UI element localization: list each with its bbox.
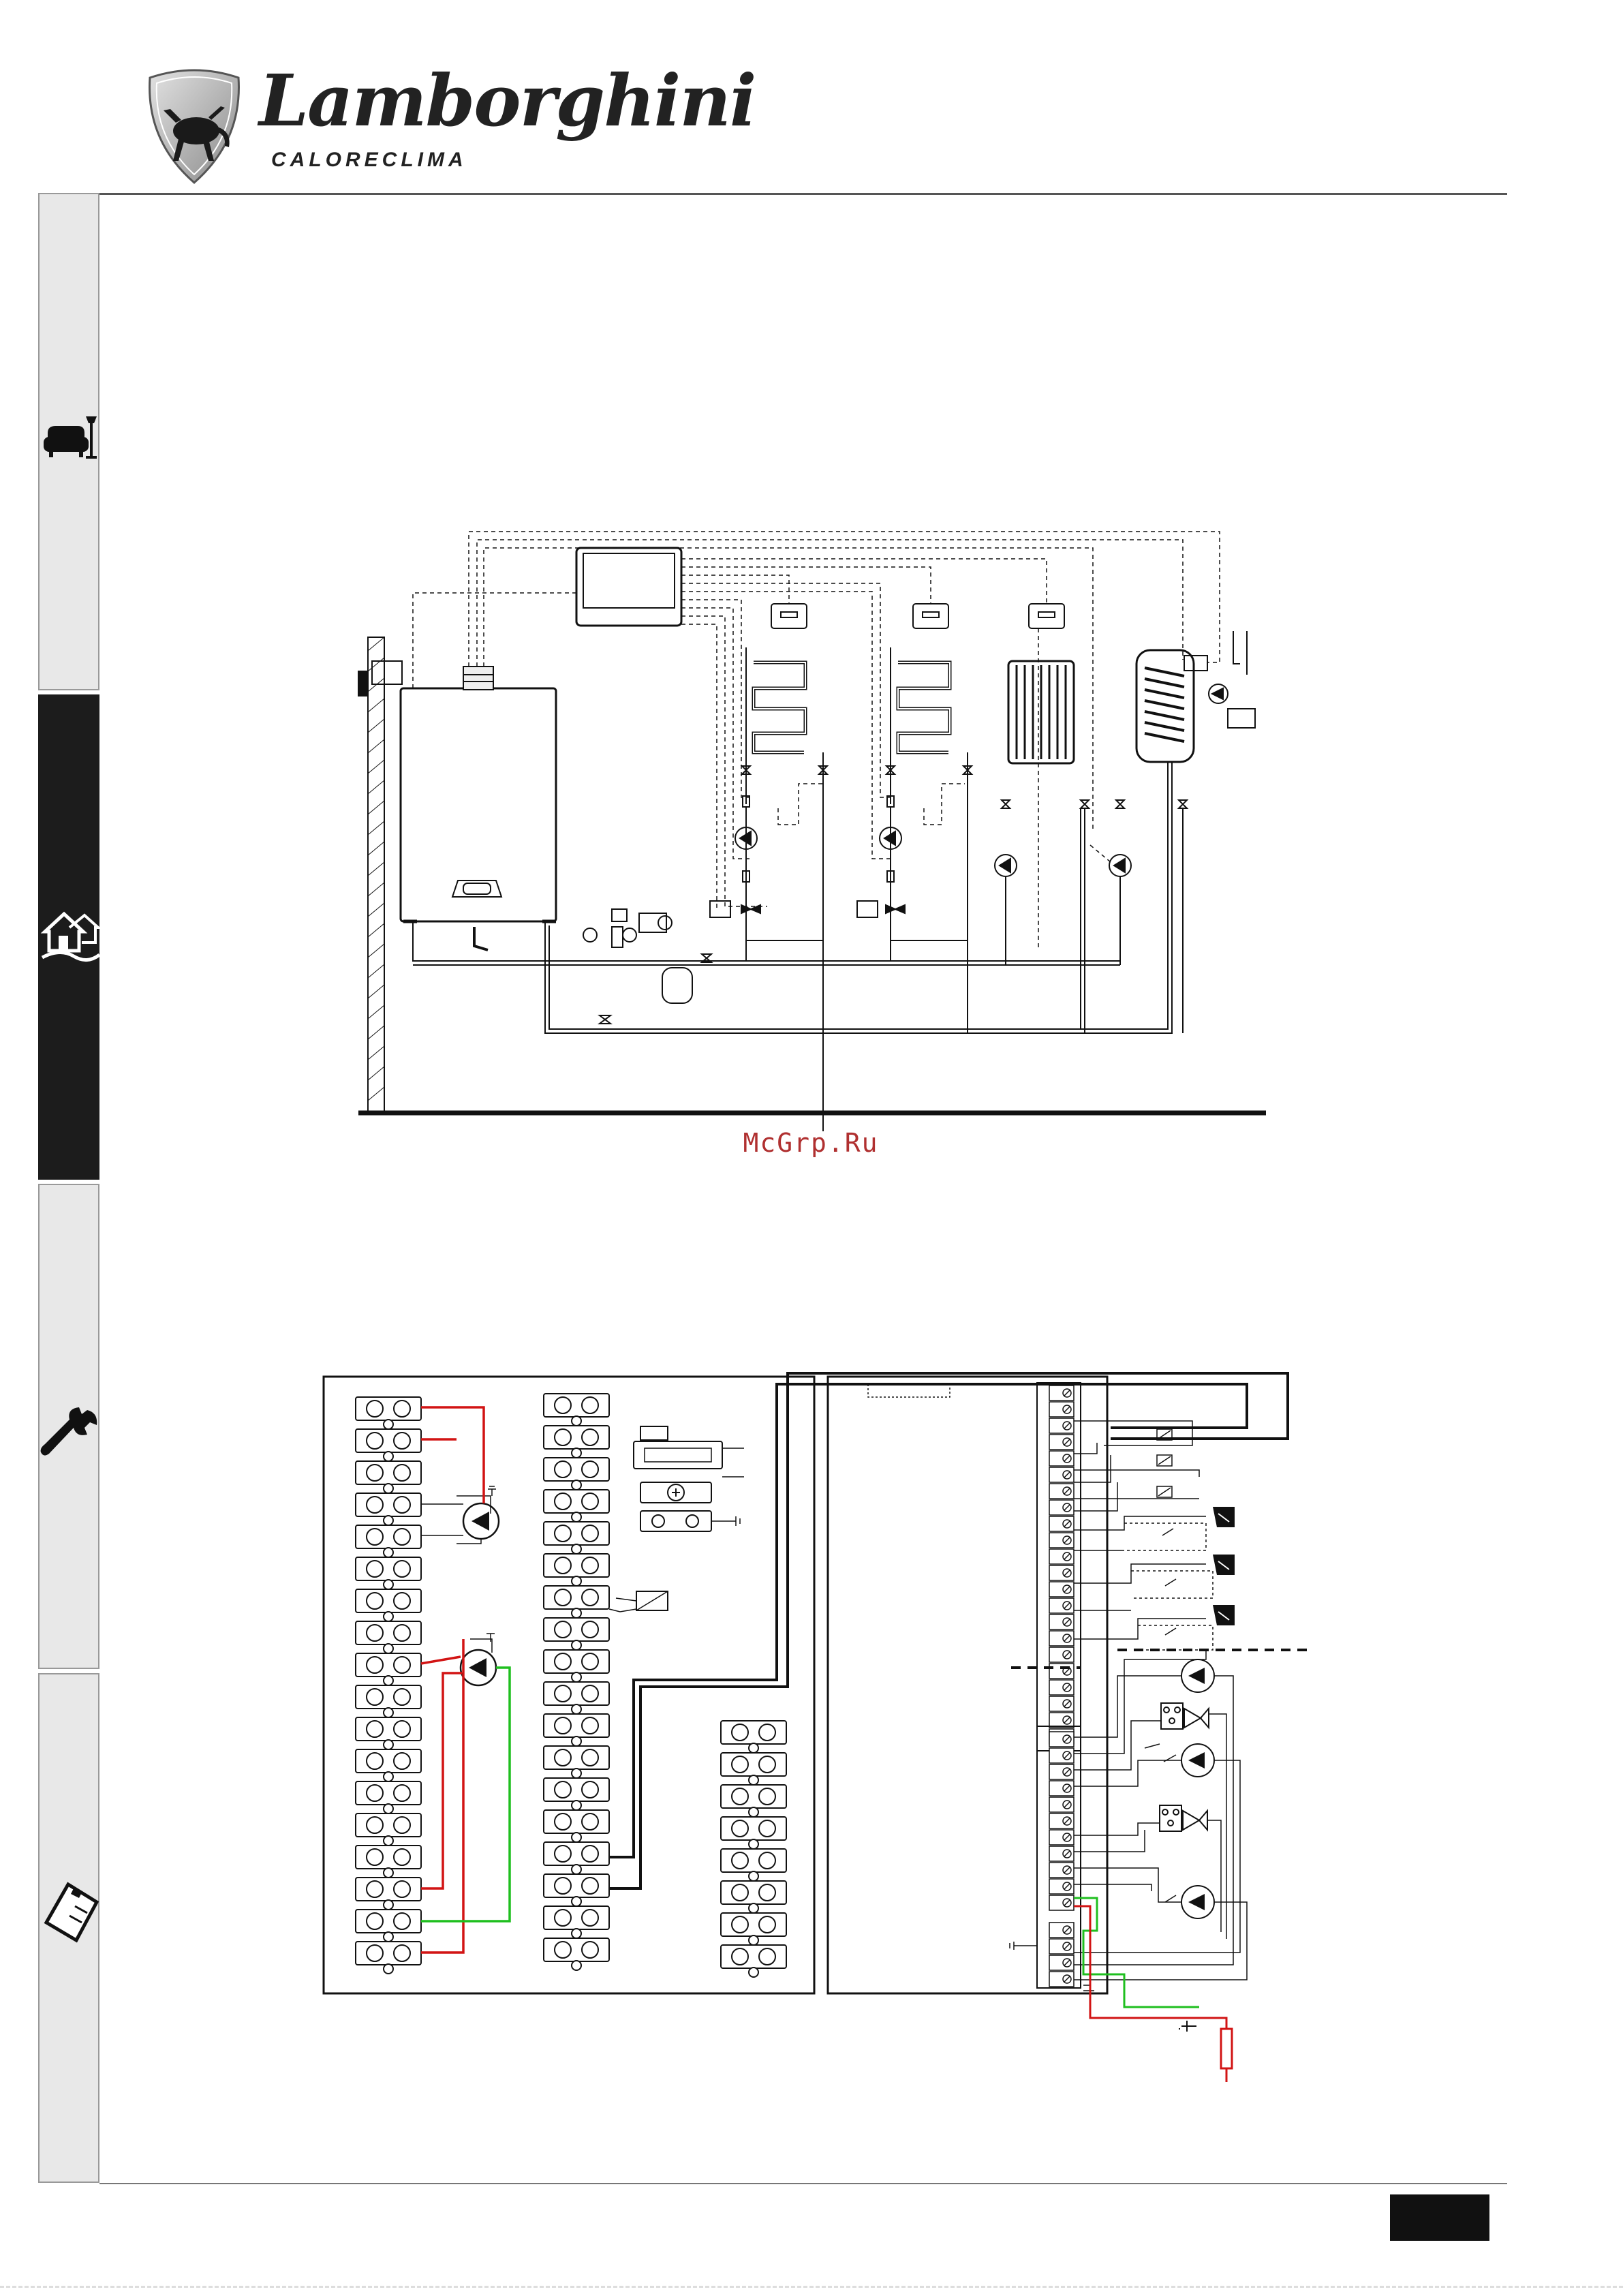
zone-terminal-upper (1037, 1383, 1081, 1751)
room-thermostat-3 (1029, 604, 1064, 628)
brand-name: Lamborghini (259, 59, 756, 142)
terminal-strip-left (356, 1397, 421, 1974)
radiant-loop-2 (898, 662, 950, 752)
tab-technical-data[interactable] (38, 1673, 99, 2183)
tab-user[interactable] (38, 193, 99, 690)
terminal-strip-middle (544, 1394, 609, 1970)
footer-divider (99, 2183, 1507, 2184)
page-number-box (1390, 2194, 1489, 2241)
room-thermostat-1 (771, 604, 807, 628)
sidebar (38, 193, 101, 2183)
brand-logo (143, 65, 245, 185)
expansion-vessel (662, 968, 692, 1003)
hydraulic-diagram (354, 504, 1274, 1131)
room-thermostat-2 (913, 604, 948, 628)
clipboard-icon (40, 1879, 101, 1947)
bull-shield-icon (143, 65, 245, 185)
control-unit (576, 548, 681, 626)
zone-terminal-lower (1037, 1726, 1081, 1988)
header-divider (99, 193, 1507, 195)
tab-maintenance[interactable] (38, 1184, 99, 1669)
brand-subtitle: CALORECLIMA (271, 149, 467, 171)
boiler (401, 688, 556, 921)
watermark: McGrp.Ru (743, 1128, 879, 1158)
wiring-diagram (320, 1353, 1329, 2082)
radiant-loop-1 (754, 662, 805, 752)
wall (368, 637, 384, 1114)
wrench-icon (40, 1403, 101, 1471)
armchair-icon (40, 405, 101, 474)
tab-installer[interactable] (38, 694, 99, 1180)
outdoor-sensor (1221, 2029, 1232, 2068)
bottom-cut-line (0, 2286, 1623, 2288)
terminal-strip-right (721, 1721, 786, 1977)
house-icon (40, 900, 101, 968)
